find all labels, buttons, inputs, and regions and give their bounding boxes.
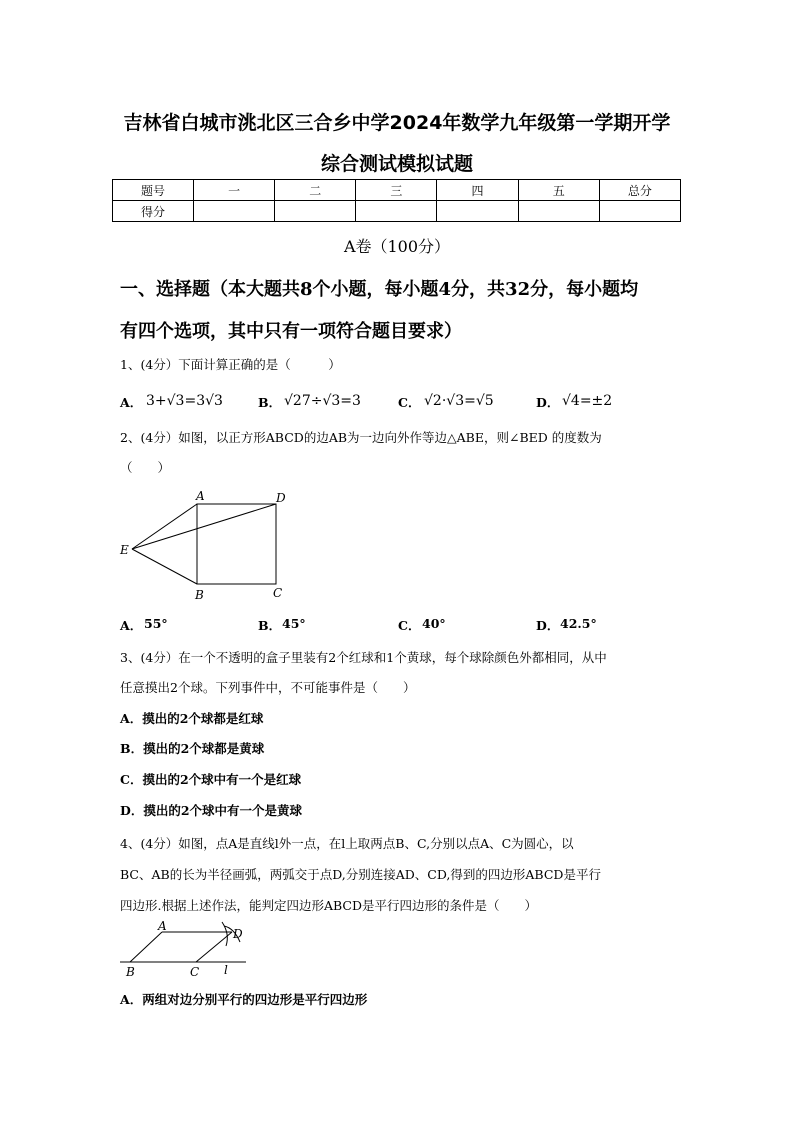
score-cell[interactable] (437, 201, 518, 222)
header-cell: 五 (518, 180, 599, 201)
q2-stem-line2: （ ） (120, 460, 171, 475)
header-cell: 一 (194, 180, 275, 201)
header-cell: 四 (437, 180, 518, 201)
score-cell[interactable] (194, 201, 275, 222)
segment-ba (130, 932, 162, 962)
part1-heading-line1: 一、选择题（本大题共8个小题，每小题4分，共32分，每小题均 (120, 279, 639, 300)
q1-option-b-label: B． (258, 395, 282, 410)
score-cell[interactable] (599, 201, 680, 222)
q3-stem-line1: 3、(4分）在一个不透明的盒子里装有2个红球和1个黄球，每个球除颜色外都相同，从中 (120, 650, 607, 665)
q1-option-a-text: 3+√3=3√3 (146, 393, 223, 409)
q2-option-c-text: 40° (422, 616, 446, 631)
q2-stem-line1: 2、(4分）如图，以正方形ABCD的边AB为一边向外作等边△ABE，则∠BED 的度数为 (120, 430, 602, 445)
label-e: E (120, 543, 129, 557)
row-label-cell: 得分 (113, 201, 194, 222)
label-c: C (273, 586, 283, 600)
q3-option-c: C．摸出的2个球中有一个是红球 (120, 772, 302, 787)
segment-ed (132, 504, 276, 549)
part1-heading-line2: 有四个选项，其中只有一项符合题目要求） (120, 321, 462, 342)
label-d: D (233, 927, 243, 941)
q3-option-d: D．摸出的2个球中有一个是黄球 (120, 803, 303, 818)
q2-option-b-label: B． (258, 618, 282, 633)
q1-stem: 1、(4分）下面计算正确的是（ ） (120, 357, 341, 372)
header-cell: 总分 (599, 180, 680, 201)
score-table (112, 179, 681, 222)
header-cell: 题号 (113, 180, 194, 201)
q2-option-a-label: A． (120, 618, 143, 633)
q2-figure-square-triangle (118, 488, 298, 603)
q4-option-a: A．两组对边分别平行的四边形是平行四边形 (120, 992, 368, 1007)
segment-eb (132, 549, 197, 584)
document-title-line1: 吉林省白城市洮北区三合乡中学2024年数学九年级第一学期开学 (123, 112, 671, 134)
q1-option-b-text: √27÷√3=3 (284, 393, 361, 409)
q1-option-d-text: √4=±2 (562, 393, 613, 409)
score-table-score-row (113, 201, 681, 222)
q1-option-d-label: D． (536, 395, 560, 410)
q4-stem-line1: 4、(4分）如图，点A是直线l外一点，在l上取两点B、C,分别以点A、C为圆心，以 (120, 836, 574, 851)
segment-cd (196, 932, 232, 962)
score-cell[interactable] (518, 201, 599, 222)
document-title-line2: 综合测试模拟试题 (320, 153, 473, 175)
header-cell: 二 (275, 180, 356, 201)
q1-option-c-text: √2·√3=√5 (424, 393, 494, 409)
q4-stem-line3: 四边形.根据上述作法，能判定四边形ABCD是平行四边形的条件是（ ） (120, 898, 538, 913)
q3-stem-line2: 任意摸出2个球。下列事件中，不可能事件是（ ） (120, 680, 416, 695)
header-cell: 三 (356, 180, 437, 201)
score-table-header-row (113, 180, 681, 201)
label-c: C (190, 965, 200, 979)
q2-option-d-label: D． (536, 618, 560, 633)
q4-figure-parallelogram (118, 918, 253, 980)
q2-option-a-text: 55° (144, 616, 168, 631)
arc-from-a (222, 922, 227, 946)
segment-ea (132, 504, 197, 549)
label-b: B (126, 965, 135, 979)
q2-option-d-text: 42.5° (560, 616, 597, 631)
q2-option-c-label: C． (398, 618, 421, 633)
label-a: A (196, 489, 205, 503)
q3-option-a: A．摸出的2个球都是红球 (120, 711, 264, 726)
q2-option-b-text: 45° (282, 616, 306, 631)
score-cell[interactable] (275, 201, 356, 222)
section-a-heading: A卷（100分） (343, 237, 451, 256)
q3-option-b: B．摸出的2个球都是黄球 (120, 741, 265, 756)
label-l: l (224, 963, 228, 977)
score-cell[interactable] (356, 201, 437, 222)
q1-option-a-label: A． (120, 395, 143, 410)
label-d: D (276, 491, 286, 505)
label-a: A (158, 919, 167, 933)
q4-stem-line2: BC、AB的长为半径画弧，两弧交于点D,分别连接AD、CD,得到的四边形ABCD是平行 (120, 867, 601, 882)
q1-option-c-label: C． (398, 395, 421, 410)
label-b: B (195, 588, 204, 602)
